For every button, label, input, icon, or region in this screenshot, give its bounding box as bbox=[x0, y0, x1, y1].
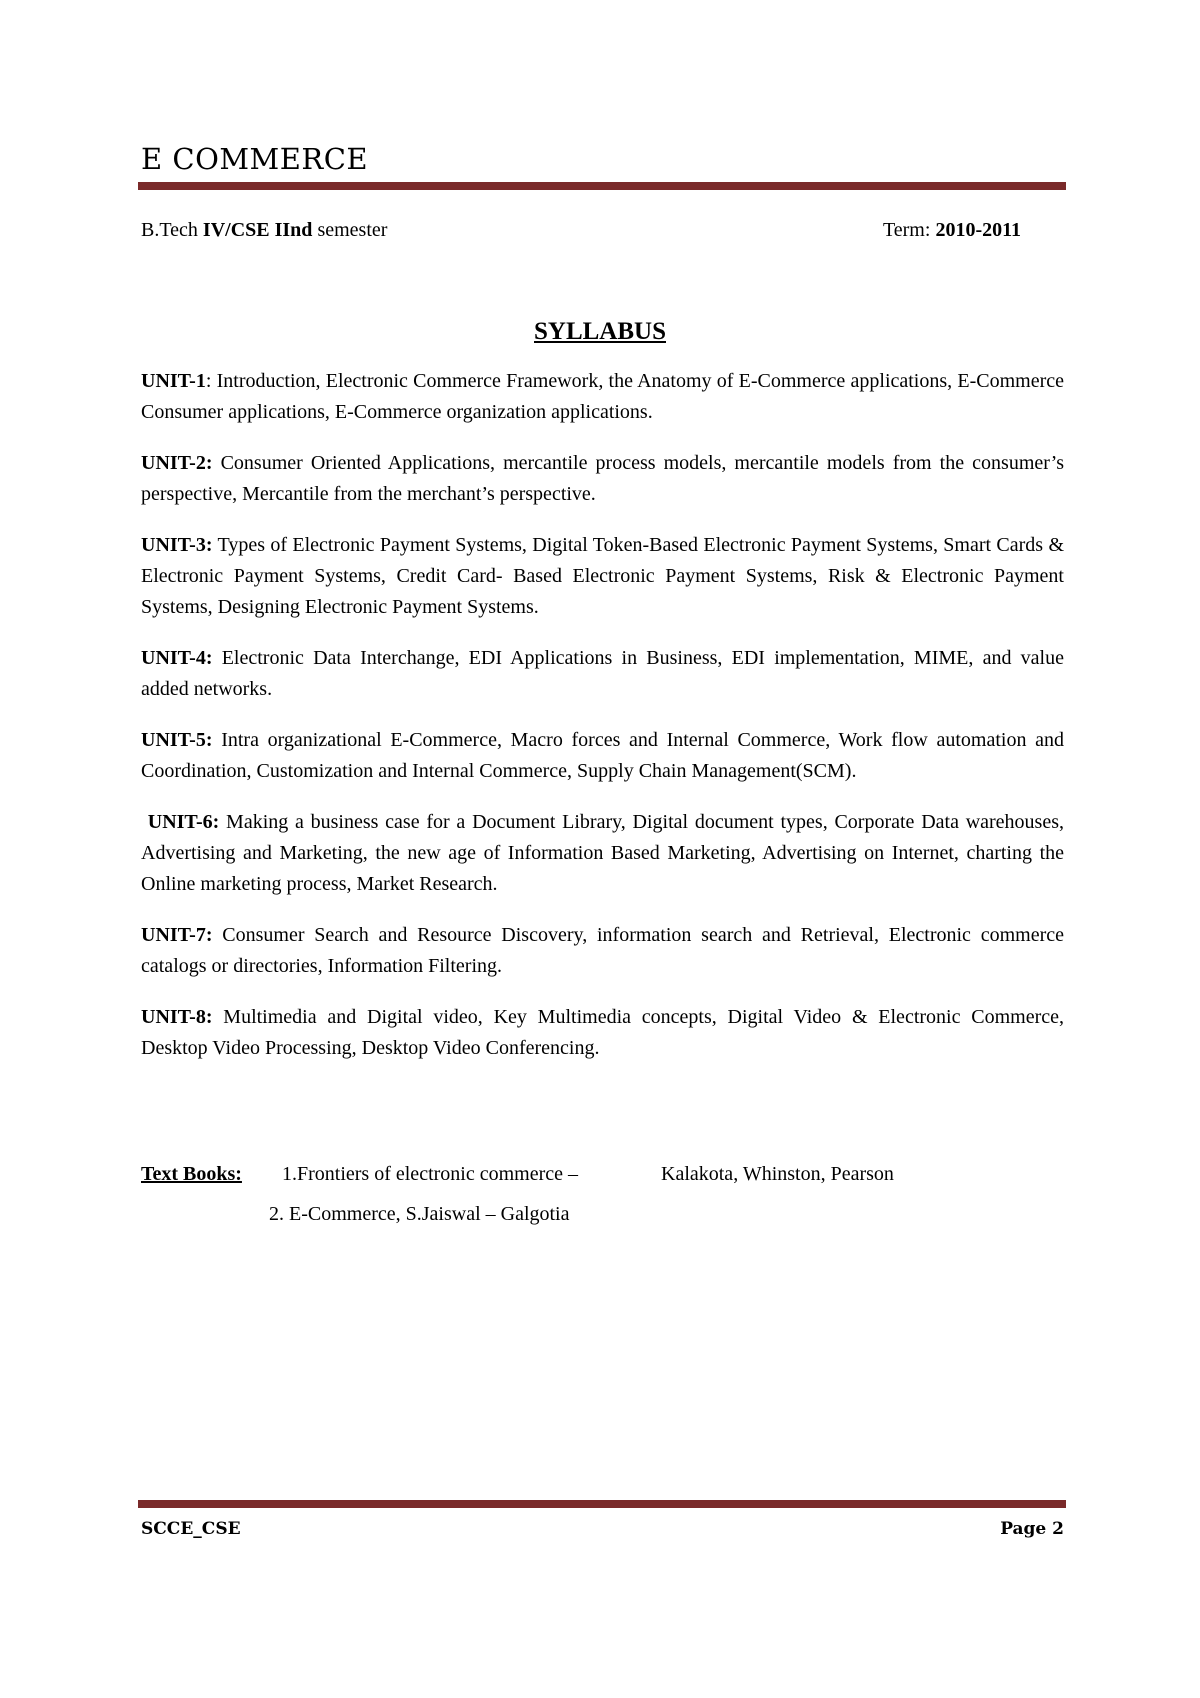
unit-label: UNIT-7: bbox=[141, 924, 213, 946]
textbook-1-title: 1.Frontiers of electronic commerce – bbox=[282, 1163, 578, 1185]
unit-label: UNIT-5: bbox=[141, 729, 213, 751]
unit-label: UNIT-1 bbox=[141, 370, 206, 392]
unit-7 bbox=[141, 920, 1064, 982]
term-value: 2010-2011 bbox=[935, 219, 1021, 241]
course-program: IV/CSE IInd bbox=[202, 219, 313, 241]
footer-divider bbox=[138, 1500, 1066, 1508]
unit-list bbox=[141, 366, 1064, 1084]
unit-text: Types of Electronic Payment Systems, Digital Token-Based Electronic Payment Systems, Smart Cards & Electronic Payment Systems, Credit Card- Based Electronic Payment Systems, Risk & Electronic Payment Systems, Designing Electronic Payment Systems. bbox=[141, 534, 1065, 618]
unit-text: Introduction, Electronic Commerce Framework, the Anatomy of E-Commerce applications, E-Commerce Consumer applications, E-Commerce organization applications. bbox=[141, 370, 1065, 423]
page-header-title: E COMMERCE bbox=[141, 142, 369, 176]
textbooks-label: Text Books: bbox=[141, 1163, 242, 1185]
unit-label: UNIT-8: bbox=[141, 1006, 213, 1028]
page-number: Page 2 bbox=[1000, 1519, 1064, 1539]
unit-4 bbox=[141, 643, 1064, 705]
syllabus-heading: SYLLABUS bbox=[534, 318, 666, 345]
textbooks-section bbox=[141, 1163, 1064, 1243]
unit-1: UNIT-1: Introduction, Electronic Commerce Framework, the Anatomy of E-Commerce applications, E-Commerce Consumer applications, E-Commerce organization applications. bbox=[141, 370, 1065, 423]
footer-course-code: SCCE_CSE bbox=[141, 1519, 241, 1539]
unit-5 bbox=[141, 725, 1064, 787]
unit-text: Multimedia and Digital video, Key Multimedia concepts, Digital Video & Electronic Commerce, Desktop Video Processing, Desktop Video Conferencing. bbox=[141, 1006, 1064, 1059]
unit-6 bbox=[141, 807, 1064, 900]
course-info bbox=[141, 219, 387, 242]
textbook-row-2 bbox=[141, 1203, 1064, 1243]
unit-label: UNIT-3: bbox=[141, 534, 213, 556]
unit-2 bbox=[141, 448, 1064, 510]
course-info-line bbox=[141, 219, 1021, 242]
unit-label: UNIT-4: bbox=[141, 647, 213, 669]
unit-text: Intra organizational E-Commerce, Macro forces and Internal Commerce, Work flow automation and Coordination, Customization and Internal Commerce, Supply Chain Management(SCM). bbox=[141, 729, 1064, 782]
unit-3 bbox=[141, 530, 1064, 623]
term-label: Term: bbox=[882, 219, 936, 241]
course-prefix: B.Tech bbox=[141, 219, 203, 241]
unit-label: UNIT-6: bbox=[147, 811, 220, 833]
header-divider bbox=[138, 182, 1066, 190]
unit-text: Consumer Search and Resource Discovery, information search and Retrieval, Electronic commerce catalogs or directories, Information Filtering. bbox=[141, 924, 1064, 977]
unit-label: UNIT-2: bbox=[141, 452, 213, 474]
unit-text: Electronic Data Interchange, EDI Applications in Business, EDI implementation, MIME, and value added networks. bbox=[141, 647, 1064, 700]
term-info bbox=[883, 219, 1021, 242]
unit-8 bbox=[141, 1002, 1064, 1064]
course-suffix: semester bbox=[312, 219, 388, 241]
unit-text: Consumer Oriented Applications, mercantile process models, mercantile models from the consumer’s perspective, Mercantile from the merchant’s perspective. bbox=[141, 452, 1064, 505]
textbook-2: 2. E-Commerce, S.Jaiswal – Galgotia bbox=[269, 1203, 570, 1225]
textbook-1-authors: Kalakota, Whinston, Pearson bbox=[661, 1163, 894, 1185]
unit-text: Making a business case for a Document Library, Digital document types, Corporate Data warehouses, Advertising and Marketing, the new age of Information Based Marketing, Advertising on Internet, charting the Online marketing process, Market Research. bbox=[141, 811, 1065, 895]
textbook-row-1 bbox=[141, 1163, 1064, 1203]
